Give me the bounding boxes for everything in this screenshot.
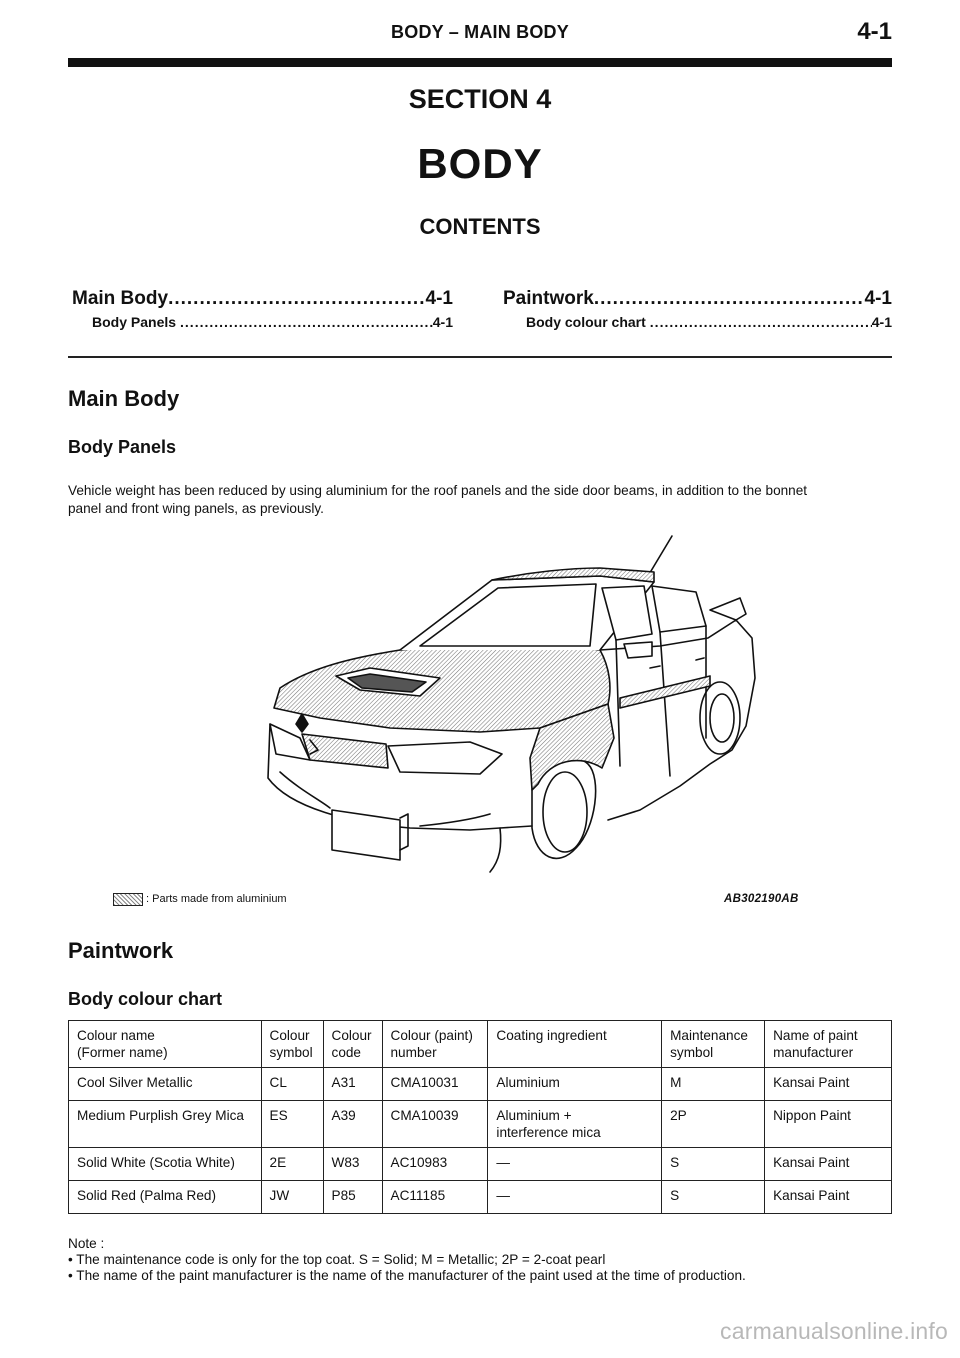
toc-entry-body-colour-chart[interactable]: [526, 314, 892, 330]
table-row: [69, 1068, 892, 1101]
column-header-colour-symbol: Colour symbol: [261, 1021, 323, 1068]
body-colour-table: [68, 1020, 892, 1214]
cell-maintenance-symbol: S: [662, 1148, 765, 1181]
note-item: • The name of the paint manufacturer is the name of the manufacturer of the paint used at the time of production.: [68, 1268, 746, 1283]
toc-leader-dots: [180, 314, 433, 330]
cell-maintenance-symbol: 2P: [662, 1101, 765, 1148]
cell-coating-ingredient: Aluminium + interference mica: [488, 1101, 662, 1148]
cell-colour-code: A39: [323, 1101, 382, 1148]
aluminium-legend-swatch: [113, 893, 143, 906]
cell-paint-number: CMA10039: [382, 1101, 488, 1148]
cell-paint-number: AC10983: [382, 1148, 488, 1181]
main-body-heading: Main Body: [68, 386, 180, 411]
paintwork-heading: Paintwork: [68, 938, 174, 963]
cell-manufacturer: Kansai Paint: [765, 1181, 892, 1214]
toc-entry-page: 4-1: [432, 314, 453, 330]
notes-title: Note :: [68, 1236, 105, 1251]
column-header-manufacturer: Name of paint manufacturer: [765, 1021, 892, 1068]
table-row: [69, 1101, 892, 1148]
contents-heading: CONTENTS: [419, 214, 541, 239]
column-header-maintenance-symbol: Maintenance symbol: [662, 1021, 765, 1068]
toc-leader-dots: [594, 288, 865, 310]
cell-colour-code: P85: [323, 1181, 382, 1214]
cell-colour-name: Solid White (Scotia White): [69, 1148, 262, 1181]
toc-divider: [68, 356, 892, 358]
column-header-colour-code: Colour code: [323, 1021, 382, 1068]
body-panels-heading: Body Panels: [68, 437, 177, 457]
cell-colour-name: Cool Silver Metallic: [69, 1068, 262, 1101]
column-header-coating-ingredient: Coating ingredient: [488, 1021, 662, 1068]
cell-colour-symbol: ES: [261, 1101, 323, 1148]
toc-entry-label: Body Panels: [92, 314, 177, 330]
toc-entry-paintwork[interactable]: [503, 288, 892, 310]
toc-entry-label: Main Body: [72, 288, 169, 309]
cell-manufacturer: Kansai Paint: [765, 1148, 892, 1181]
column-header-colour-name: Colour name (Former name): [69, 1021, 262, 1068]
cell-maintenance-symbol: M: [662, 1068, 765, 1101]
figure-legend: : Parts made from aluminium: [146, 893, 287, 905]
notes: [68, 1236, 746, 1284]
section-number: SECTION 4: [408, 84, 552, 114]
cell-maintenance-symbol: S: [662, 1181, 765, 1214]
toc-entry-page: 4-1: [864, 288, 892, 309]
cell-manufacturer: Nippon Paint: [765, 1101, 892, 1148]
body-panels-paragraph: [68, 482, 892, 518]
cell-colour-name: Solid Red (Palma Red): [69, 1181, 262, 1214]
note-item: • The maintenance code is only for the top coat. S = Solid; M = Metallic; 2P = 2-coat pearl: [68, 1252, 606, 1267]
cell-colour-symbol: CL: [261, 1068, 323, 1101]
watermark-link[interactable]: carmanualsonline.info: [720, 1318, 948, 1344]
paragraph-line: panel and front wing panels, as previously.: [68, 501, 324, 516]
running-header-title: BODY – MAIN BODY: [391, 22, 569, 42]
toc-entry-main-body[interactable]: [72, 288, 453, 310]
page-number: 4-1: [857, 18, 892, 45]
cell-manufacturer: Kansai Paint: [765, 1068, 892, 1101]
toc-entry-label: Paintwork: [503, 288, 594, 309]
toc-leader-dots: [168, 288, 425, 310]
cell-colour-symbol: 2E: [261, 1148, 323, 1181]
header-rule: [68, 58, 892, 67]
section-title: BODY: [417, 140, 543, 187]
cell-colour-code: W83: [323, 1148, 382, 1181]
table-header-row: [69, 1021, 892, 1068]
car-illustration: [240, 528, 760, 883]
toc-entry-body-panels[interactable]: [92, 314, 453, 330]
table-row: [69, 1181, 892, 1214]
cell-colour-name: Medium Purplish Grey Mica: [69, 1101, 262, 1148]
cell-coating-ingredient: —: [488, 1181, 662, 1214]
toc-entry-label: Body colour chart: [526, 314, 646, 330]
cell-colour-symbol: JW: [261, 1181, 323, 1214]
cell-coating-ingredient: Aluminium: [488, 1068, 662, 1101]
column-header-paint-number: Colour (paint) number: [382, 1021, 488, 1068]
cell-coating-ingredient: —: [488, 1148, 662, 1181]
figure-code: AB302190AB: [724, 893, 799, 905]
toc-entry-page: 4-1: [871, 314, 892, 330]
cell-paint-number: AC11185: [382, 1181, 488, 1214]
table-row: [69, 1148, 892, 1181]
body-colour-chart-heading: Body colour chart: [68, 989, 223, 1009]
cell-paint-number: CMA10031: [382, 1068, 488, 1101]
toc-leader-dots: [650, 314, 872, 330]
toc-entry-page: 4-1: [425, 288, 453, 309]
paragraph-line: Vehicle weight has been reduced by using aluminium for the roof panels and the side door beams, in addition to the bonnet: [68, 483, 808, 498]
cell-colour-code: A31: [323, 1068, 382, 1101]
